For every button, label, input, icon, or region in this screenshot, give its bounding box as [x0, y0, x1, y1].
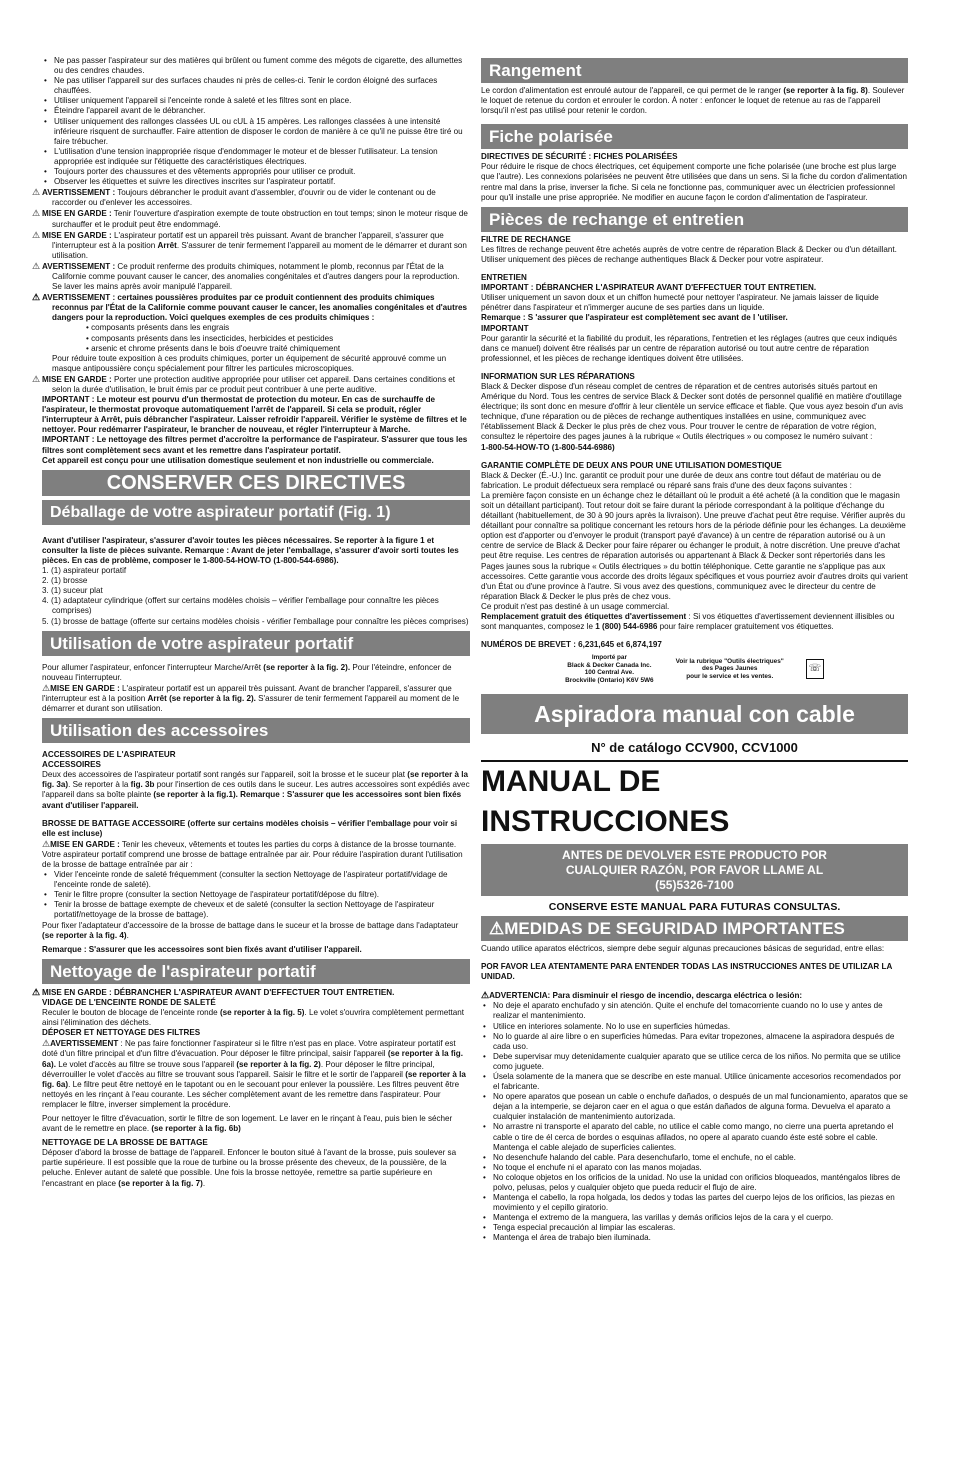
list-item: • No arrastre ni transporte el aparato del cable, no utilice el cable como mango, no cierre una puerta apretando el cable o tire de él cerca de bordes o esquinas afilados, no opere al aparato cuando éste esté sobre el cable. Mantenga el cable alejado de superficies calientes.	[481, 1122, 908, 1152]
subheading: NETTOYAGE DE LA BROSSE DE BATTAGE	[42, 1138, 208, 1148]
warning-paragraph: ⚠ AVERTISSEMENT : certaines poussières produites par ce produit contiennent des produits chimiques reconnus par l'État de la Californie comme pouvant causer le cancer, les anomalies congénitales et d'autres dangers pour la reproduction. Voici quelques exemples de ces produits chimiques :	[32, 292, 467, 323]
paragraph: La première façon consiste en un échange chez le détaillant où le produit a été acheté (à la condition que le magasin soit un détaillant participant). Tout retour doit se faire durant la période correspondant à la politique d'échange du détaillant (habituellement, de 30 à 90 jours après la livraison). Une preuve d'achat peut être requise. Vérifier auprès du détaillant pour connaître sa politique concernant les retours hors de la période définie pour les échanges. La deuxième option est d'apporter ou d'envoyer le produit (transport payé d'avance) à un centre de réparation autorisé ou à un centre de service de Black & Decker pour faire réparer ou échanger le produit, à notre discrétion. Une preuve d'achat peut être requise. Les centres de réparation autorisés ou appartenant à Black & Decker sont répertoriés dans les Pages jaunes sous la rubrique « Outils électriques » du bottin téléphonique. Cette garantie ne s'applique pas aux accessoires. Cette garantie vous accorde des droits légaux spécifiques et vous pourriez avoir d'autres droits qui varient d'un État ou d'une province à l'autre. Si vous avez des questions, communiquez avec le directeur du centre de réparation Black & Decker le plus près de chez vous.	[481, 490, 908, 601]
warning-paragraph: ⚠ MISE EN GARDE : Porter une protection auditive appropriée pour utiliser cet appareil. Dans certaines conditions et selon la durée d'utilisation, le bruit émis par ce produit peut contribuer à une perte auditive.	[32, 373, 455, 394]
warning-triangle-icon: ⚠	[481, 990, 490, 1001]
list-item: • arsenic et chrome présents dans le bois d'oeuvre traité chimiquement	[86, 344, 470, 354]
remark: Remarque : S'assurer que les accessoires sont bien fixés avant d'utiliser l'appareil.	[42, 944, 362, 954]
keep-manual-note: CONSERVE ESTE MANUAL PARA FUTURAS CONSULTAS.	[548, 900, 841, 913]
section-banner-medidas: ⚠MEDIDAS DE SEGURIDAD IMPORTANTES	[481, 916, 908, 941]
paragraph: Remplacement gratuit des étiquettes d'avertissement : Si vos étiquettes d'avertissement deviennent illisibles ou sont manquantes, composez le 1 (800) 544-6986 pour faire remplacer gratuitement vos étiquettes.	[481, 612, 895, 632]
warning-paragraph: ⚠AVERTISSEMENT : Ne pas faire fonctionner l'aspirateur si le filtre n'est pas en place. Votre aspirateur portatif est doté d'un filtre principal et d'un filtre d'évacuation. Pour déposer le filtre principal, saisir l'appareil (se reporter à la fig. 6a). Le volet d'accès au filtre se trouve sous l'appareil (se reporter à la fig. 2). Pour déposer le filtre principal, déverrouiller le volet d'accès au filtre se trouvant sous l'appareil. Saisir le filtre et le sortir de l'appareil (se reporter à la fig. 6a). Le filtre peut être nettoyé en le tapotant ou en le secouant pour enlever la poussière. Les filtres peuvent être nettoyés en les rinçant à l'eau courante. Les sécher complètement avant de les remettre dans l'aspirateur. Pour remplacer le filtre, inverser simplement la procédure.	[42, 1038, 466, 1109]
list-item: • No deje el aparato enchufado y sin atención. Quite el enchufe del tomacorriente cuando no lo use y antes de realizar el mantenimiento.	[481, 1001, 908, 1021]
list-item: • No desenchufe halando del cable. Para desenchufarlo, tome el enchufe, no el cable.	[481, 1153, 908, 1163]
paragraph: Pour allumer l'aspirateur, enfoncer l'interrupteur Marche/Arrêt (se reporter à la fig. 2). Pour l'éteindre, enfoncer de nouveau l'interrupteur.	[42, 662, 452, 682]
list-item: 3. (1) suceur plat	[42, 586, 103, 596]
subheading: GARANTIE COMPLÈTE DE DEUX ANS POUR UNE UTILISATION DOMESTIQUE	[481, 460, 782, 470]
paragraph: Les filtres de rechange peuvent être achetés auprès de votre centre de réparation Black & Decker ou d'un détaillant. Utiliser uniquement des pièces de rechange authentiques Black & Decker pour votre aspirateur.	[481, 244, 897, 264]
subheading: DÉPOSER ET NETTOYAGE DES FILTRES	[42, 1028, 201, 1038]
section-banner-deballage: Déballage de votre aspirateur portatif (Fig. 1)	[42, 500, 470, 525]
section-banner-conserver: CONSERVER CES DIRECTIVES	[42, 470, 470, 496]
warning-triangle-icon: ⚠	[42, 838, 51, 849]
section-banner-utilisation: Utilisation de votre aspirateur portatif	[42, 631, 470, 656]
list-item: • Mantenga el área de trabajo bien iluminada.	[481, 1233, 908, 1243]
warning-paragraph: ⚠ AVERTISSEMENT : Toujours débrancher le produit avant d'assembler, d'ouvrir ou de vider le contenant ou de raccorder ou d'enlever les accessoires.	[32, 187, 436, 208]
warning-triangle-icon: ⚠	[42, 1038, 51, 1049]
list-item: • Vider l'enceinte ronde de saleté fréquemment (consulter la section Nettoyage de l'aspirateur portatif/vidage de l'enceinte ronde de saleté).	[42, 870, 470, 890]
spanish-safety-list	[481, 1001, 908, 1243]
paragraph: Ce produit n'est pas destiné à un usage commercial.	[481, 601, 670, 611]
manual-title: MANUAL DE INSTRUCCIONES	[481, 760, 908, 842]
list-item: • Debe supervisar muy detenidamente cualquier aparato que se utilice cerca de los niños. No permita que se utilice como juguete.	[481, 1052, 908, 1072]
list-item: • Toujours porter des chaussures et des vêtements appropriés pour utiliser ce produit.	[42, 167, 470, 177]
subheading: ACCESSOIRES DE L'ASPIRATEUR	[42, 750, 176, 760]
list-item: • Ne pas passer l'aspirateur sur des matières qui brûlent ou fument comme des mégots de cigarette, des allumettes ou des cendres chaudes.	[42, 56, 470, 76]
paragraph: Reculer le bouton de blocage de l'enceinte ronde (se reporter à la fig. 5). Le volet s'ouvrira complètement permettant ainsi l'élimination des déchets.	[42, 1008, 464, 1028]
subheading: IMPORTANT	[481, 323, 529, 333]
call-before-return-box: ANTES DE DEVOLVER ESTE PRODUCTO POR CUALQUIER RAZÓN, POR FAVOR LLAME AL (55)5326-7100	[481, 844, 908, 896]
warning-paragraph: ⚠ MISE EN GARDE : DÉBRANCHER L'ASPIRATEUR AVANT D'EFFECTUER TOUT ENTRETIEN.	[32, 986, 395, 997]
section-banner-accessoires: Utilisation des accessoires	[42, 718, 470, 743]
list-item: • No opere aparatos que posean un cable o enchufe dañados, o después de un mal funcionamiento, aparatos que se dejan a la intemperie, se dejaron caer en el agua o que están dañados de alguna forma. Devuelva el aparato a cualquier instalación de mantenimiento autorizada.	[481, 1092, 908, 1122]
section-banner-nettoyage: Nettoyage de l'aspirateur portatif	[42, 959, 470, 984]
paragraph: Déposer d'abord la brosse de battage de l'appareil. Enfoncer le bouton situé à l'avant de la brosse, puis soulever sa partie supérieure. Il est possible que la roue de turbine ou la brosse présente des cheveux, de la poussière, de la peluche. Enlever autant de saleté que possible. Une fois la brosse nettoyée, remettre sa partie supérieure en l'encastrant en place (se reporter à la fig. 7).	[42, 1148, 457, 1188]
list-item: • No coloque objetos en los orificios de la unidad. No use la unidad con orificios bloqueados, manténgalos libres de polvo, pelusas, pelos y cualquier objeto que pueda reducir el flujo de aire.	[481, 1173, 908, 1193]
paragraph: Pour fixer l'adaptateur d'accessoire de la brosse de battage dans le suceur et la brosse de battage dans l'adaptateur (se reporter à la fig. 4).	[42, 920, 459, 940]
list-item: • Mantenga el cabello, la ropa holgada, los dedos y todas las partes del cuerpo lejos de los orificios, las piezas en movimiento y el cepillo giratorio.	[481, 1193, 908, 1213]
subheading: INFORMATION SUR LES RÉPARATIONS	[481, 371, 635, 381]
paragraph: Avant d'utiliser l'aspirateur, s'assurer d'avoir toutes les pièces nécessaires. Se reporter à la figure 1 et consulter la liste de pièces suivante. Remarque : Avant de jeter l'emballage, s'assurer d'avoir sorti toutes les pièces. En cas de problème, composer le 1-800-54-HOW-TO (1-800-544-6986).	[42, 535, 459, 565]
parts-list	[42, 566, 470, 627]
warning-paragraph: ⚠MISE EN GARDE : Tenir les cheveux, vêtements et toutes les parties du corps à distance de la brosse tournante.	[42, 838, 457, 849]
section-banner-rangement: Rangement	[481, 58, 908, 83]
paragraph: Pour réduire toute exposition à ces produits chimiques, porter un équipement de sécurité approuvé comme un masque antipoussière conçu spécialement pour filtrer les particules microscopiques.	[52, 353, 447, 373]
section-banner-pieces: Pièces de rechange et entretien	[481, 207, 908, 232]
list-item: • Utilice en interiores solamente. No lo use en superficies húmedas.	[481, 1022, 908, 1032]
subheading: ENTRETIEN	[481, 273, 527, 283]
warning-paragraph: ⚠ MISE EN GARDE : Tenir l'ouverture d'aspiration exempte de toute obstruction en tout temps; sinon le moteur risque de surchauffer et le produit peut être endommagé.	[32, 208, 468, 229]
list-item: 1. (1) aspirateur portatif	[42, 566, 127, 576]
safety-bullet-list	[42, 56, 470, 187]
list-item: • Ne pas utiliser l'appareil sur des surfaces chaudes ni près de celles-ci. Tenir le cordon éloigné des surfaces chauffées.	[42, 76, 470, 96]
paragraph: Deux des accessoires de l'aspirateur portatif sont rangés sur l'appareil, soit la brosse et le suceur plat (se reporter à la fig. 3a). Se reporter à la fig. 3b pour l'insertion de ces outils dans le suceur. Les autres accessoires sont expédiés avec l'appareil dans sa boîte plainte (se reporter à la fig.1). Remarque : S'assurer que les accessoires sont bien fixés avant d'utiliser l'appareil.	[42, 770, 470, 810]
list-item: • Éteindre l'appareil avant de le débrancher.	[42, 106, 470, 116]
paragraph: POR FAVOR LEA ATENTAMENTE PARA ENTENDER TODAS LAS INSTRUCCIONES ANTES DE UTILIZAR LA UNIDAD.	[481, 962, 892, 982]
warning-paragraph: ⚠ AVERTISSEMENT : Ce produit renferme des produits chimiques, notamment le plomb, reconnus par l'État de la Californie comme pouvant causer le cancer, des anomalies congénitales et d'autres dangers pour la reproduction. Se laver les mains après avoir manipulé l'appareil.	[32, 260, 460, 292]
warning-paragraph: ⚠MISE EN GARDE : L'aspirateur portatif est un appareil très puissant. Avant de brancher l'appareil, s'assurer que l'interrupteur est à la position Arrêt (se reporter à la fig. 2). S'assurer de tenir fermement l'appareil au moment de le démarrer et durant son utilisation.	[42, 682, 460, 713]
paragraph: Le cordon d'alimentation est enroulé autour de l'appareil, ce qui permet de le ranger (se reporter à la fig. 8). Soulever le loquet de retenue du cordon et enrouler le cordon. À noter : enfoncer le loquet de retenue au ras de l'appareil lorsqu'il n'est pas utilisé pour retenir le cordon.	[481, 86, 905, 116]
list-item: • composants présents dans les engrais	[86, 323, 470, 333]
paragraph: Black & Decker (É.-U.) Inc. garantit ce produit pour une durée de deux ans contre tout défaut de matériau ou de fabrication. Le produit défectueux sera remplacé ou réparé sans frais d'une des deux façons suivantes :	[481, 470, 881, 490]
remark: Remarque : S 'assurer que l'aspirateur est complètement sec avant de l 'utiliser.	[481, 313, 788, 323]
subheading: IMPORTANT : DÉBRANCHER L'ASPIRATEUR AVANT D'EFFECTUER TOUT ENTRETIEN.	[481, 283, 817, 293]
list-item: 5. (1) brosse de battage (offerte sur certains modèles choisis - vérifier l'emballage pour connaître les pièces comprises)	[42, 616, 469, 626]
importer-address: Importé par Black & Decker Canada Inc. 100 Central Ave. Brockville (Ontario) K6V 5W6	[565, 654, 654, 684]
list-item: 2. (1) brosse	[42, 576, 88, 586]
subheading: ACCESSOIRES	[42, 760, 101, 770]
subheading: FILTRE DE RECHANGE	[481, 234, 571, 244]
section-banner-fiche: Fiche polarisée	[481, 124, 908, 149]
chemical-list	[42, 323, 470, 353]
subheading: BROSSE DE BATTAGE ACCESSOIRE (offerte sur certains modèles choisis – vérifier l'emballage pour voir si elle est incluse)	[42, 818, 458, 838]
brush-bullet-list	[42, 870, 470, 920]
list-item: • No lo guarde al aire libre o en superficies húmedas. Para evitar tropezones, almacene la aspiradora después de cada uso.	[481, 1032, 908, 1052]
list-item: • Tenir la brosse de battage exempte de cheveux et de saleté (consulter la section Nettoyage de l'aspirateur portatif/nettoyage de la brosse de battage).	[42, 900, 470, 920]
paragraph: Pour réduire le risque de chocs électriques, cet équipement comporte une fiche polarisée (une broche est plus large que l'autre). Les connexions polarisées ne peuvent être utilisées que dans un sens. Si la fiche du cordon d'alimentation rentre mal dans la prise, inverser la fiche. Si cela ne fonctionne pas, communiquer avec un électricien professionnel pour qu'il installe une prise appropriée. Ne modifier en aucune façon le cordon d'alimentation de l'aspirateur.	[481, 162, 908, 202]
list-item: • Tenir le filtre propre (consulter la section Nettoyage de l'aspirateur portatif/dépose du filtre).	[42, 890, 470, 900]
yellow-pages-icon: ☏	[806, 659, 824, 679]
list-item: • Utiliser uniquement des rallonges classées UL ou cUL à 15 ampères. Les rallonges classées à une intensité inférieure risquent de surchauffer. Faire attention de disposer le cordon de manière à ce qu'il ne puisse être tiré ou faire trébucher.	[42, 117, 470, 147]
list-item: • Úsela solamente de la manera que se describe en este manual. Utilice únicamente accesorios recomendados por el fabricante.	[481, 1072, 908, 1092]
list-item: • L'utilisation d'une tension inappropriée risque d'endommager le moteur et de blesser l'utilisateur. La tension appropriée est indiquée sur l'étiquette des caractéristiques électriques.	[42, 147, 470, 167]
patent-numbers: NUMÉROS DE BREVET : 6,231,645 et 6,874,197	[481, 640, 662, 650]
address-block	[481, 654, 908, 684]
paragraph: Pour nettoyer le filtre d'évacuation, sortir le filtre de son logement. Le laver en le rinçant à l'eau, puis bien le sécher avant de le remettre en place. (se reporter à la fig. 6b)	[42, 1113, 453, 1134]
important-note: IMPORTANT : Le nettoyage des filtres permet d'accroître la performance de l'aspirateur. S'assurer que tous les filtres sont complètement secs avant et les remettre dans l'aspirateur portatif.	[42, 435, 468, 455]
warning-paragraph: ⚠ MISE EN GARDE : L'aspirateur portatif est un appareil très puissant. Avant de brancher l'appareil, s'assurer que l'interrupteur est à la position Arrêt. S'assurer de tenir fermement l'appareil au moment de le démarrer et durant son utilisation.	[32, 229, 467, 260]
warning-paragraph: ⚠ADVERTENCIA: Para disminuir el riesgo de incendio, descarga eléctrica o lesión:	[481, 990, 803, 1001]
phone-number: 1-800-54-HOW-TO (1-800-544-6986)	[481, 442, 615, 452]
right-column	[481, 56, 908, 1244]
left-column	[32, 56, 470, 1189]
subheading: VIDAGE DE L'ENCEINTE RONDE DE SALETÉ	[42, 997, 216, 1007]
warning-triangle-icon: ⚠	[489, 918, 505, 938]
paragraph: Pour garantir la sécurité et la fiabilité du produit, les réparations, l'entretien et les réglages (autres que ceux indiqués dans ce manuel) doivent être réalisés par un centre de réparation autorisé ou tout autre centre de réparation professionnel, et les pièces de rechange identiques doivent être utilisées.	[481, 333, 897, 363]
important-note: IMPORTANT : Le moteur est pourvu d'un thermostat de protection du moteur. En cas de surchauffe de l'aspirateur, le thermostat provoque automatiquement l'arrêt de l'appareil. Si cela se produit, régler l'interrupteur à Arrêt, puis débrancher l'aspirateur. Laisser refroidir l'appareil. Vérifier le système de filtres et le nettoyer. Pour redémarrer l'aspirateur, le brancher de nouveau, et régler l'interrupteur à Marche.	[42, 395, 467, 435]
spanish-product-title: Aspiradora manual con cable	[481, 694, 908, 734]
warning-triangle-icon: ⚠	[42, 682, 51, 693]
list-item: • Tenga especial precaución al limpiar las escaleras.	[481, 1223, 908, 1233]
subheading: DIRECTIVES DE SÉCURITÉ : FICHES POLARISÉES	[481, 152, 678, 162]
list-item: • Mantenga el extremo de la manguera, las varillas y demás orificios lejos de la cara y el cuerpo.	[481, 1213, 908, 1223]
list-item: • No toque el enchufe ni el aparato con las manos mojadas.	[481, 1163, 908, 1173]
paragraph: Utiliser uniquement un savon doux et un chiffon humecté pour nettoyer l'aspirateur. Ne jamais laisser de liquide pénétrer dans l'aspirateur et n'immerger aucune de ses parties dans un liquide.	[481, 293, 879, 313]
domestic-note: Cet appareil est conçu pour une utilisation domestique seulement et non industrielle ou commerciale.	[42, 455, 434, 465]
paragraph: Cuando utilice aparatos eléctricos, siempre debe seguir algunas precauciones básicas de seguridad, entre ellas:	[481, 943, 885, 953]
catalog-number: N° de catálogo CCV900, CCV1000	[591, 739, 798, 755]
list-item: 4. (1) adaptateur cylindrique (offert sur certains modèles choisis – vérifier l'emballage pour connaître les pièces comprises)	[42, 596, 439, 616]
list-item: • Utiliser uniquement l'appareil si l'enceinte ronde à saleté et les filtres sont en place.	[42, 96, 470, 106]
list-item: • composants présents dans les insecticides, herbicides et pesticides	[86, 334, 470, 344]
yellow-pages-note: Voir la rubrique "Outils électriques" des Pages Jaunes pour le service et les ventes.	[675, 658, 784, 680]
paragraph: Black & Decker dispose d'un réseau complet de centres de réparation et de centres autorisés situés partout en Amérique du Nord. Tous les centres de service Black & Decker sont dotés de personnel qualifié en matière d'outillage électrique; ils sont donc en mesure d'offrir à leur clientèle un service efficace et fiable. Que vous ayez besoin d'un avis technique, d'une réparation ou de pièces de rechange authentiques installées en usine, communiquez avec l'établissement Black & Decker le plus près de chez vous. Pour trouver le centre de réparation de votre région, consultez le répertoire des pages jaunes à la rubrique « Outils électriques » ou composez le numéro suivant :	[481, 381, 904, 442]
list-item: • Observer les étiquettes et suivre les directives inscrites sur l'aspirateur portatif.	[42, 177, 470, 187]
paragraph: Votre aspirateur portatif comprend une brosse de battage entraînée par air. Pour réduire l'aspiration durant l'utilisation de la brosse de battage entraînée par air :	[42, 849, 463, 869]
